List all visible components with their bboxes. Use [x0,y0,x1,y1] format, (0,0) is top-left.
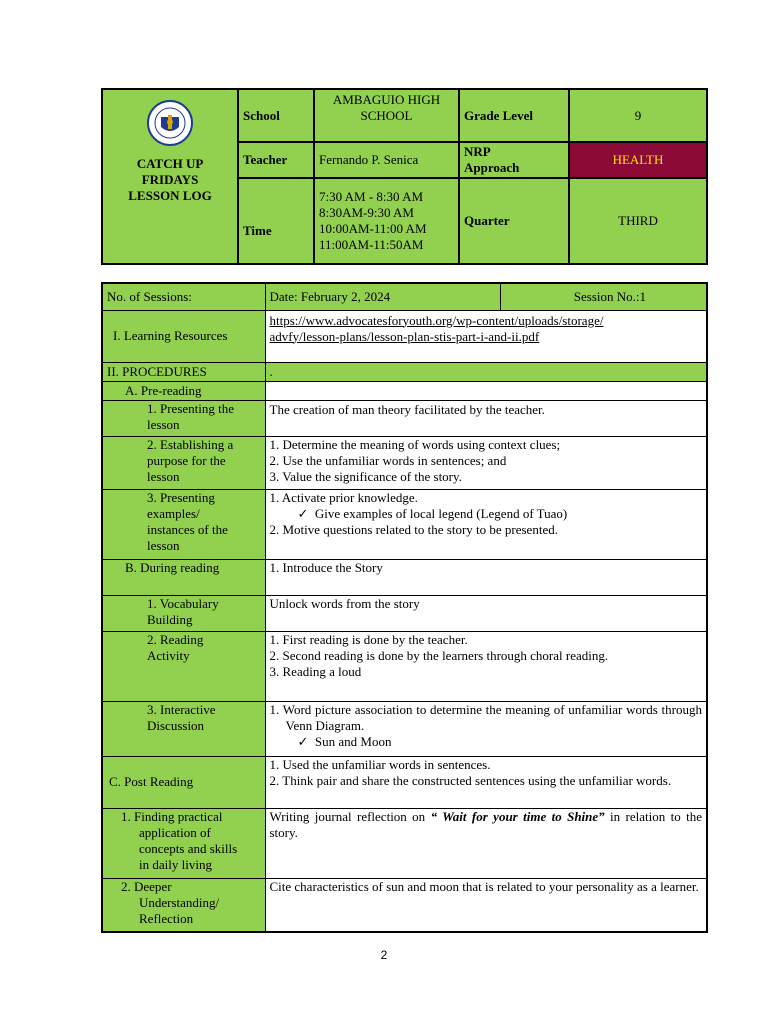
school-value: AMBAGUIO HIGH SCHOOL [314,89,459,142]
procedures-table [101,282,708,933]
post-reading-value: 1. Used the unfamiliar words in sentences. 2. Think pair and share the constructed sentences using the unfamiliar words. [265,756,707,808]
checkmark-icon: ✓ [297,505,309,521]
pre-reading-value [265,381,707,400]
interactive-discussion-label: 3. Interactive Discussion [102,701,265,756]
deped-seal-icon [147,100,193,146]
date-label: Date: February 2, 2024 [265,283,500,310]
teacher-label: Teacher [238,142,314,178]
checkmark-icon: ✓ [297,733,309,749]
logo-cell [102,89,238,264]
session-number: Session No.:1 [500,283,707,310]
establishing-purpose-value: 1. Determine the meaning of words using context clues; 2. Use the unfamiliar words in sentences; and 3. Value the significance of the story. [265,436,707,489]
establishing-purpose-label: 2. Establishing a purpose for the lesson [102,436,265,489]
practical-application-value: Writing journal reflection on “ Wait for your time to Shine” in relation to the story. [265,808,707,878]
time-label: Time [238,178,314,264]
deeper-understanding-label: 2. Deeper Understanding/ Reflection [102,878,265,932]
teacher-value: Fernando P. Senica [314,142,459,178]
lesson-log-title: CATCH UP FRIDAYS LESSON LOG [128,156,212,203]
procedures-value: . [265,362,707,381]
school-label: School [238,89,314,142]
procedures-label: II. PROCEDURES [102,362,265,381]
nrp-approach-label: NRP Approach [459,142,569,178]
presenting-examples-value: 1. Activate prior knowledge. ✓ Give examples of local legend (Legend of Tuao) 2. Motive questions related to the story to be presented. [265,489,707,559]
sessions-label: No. of Sessions: [102,283,265,310]
practical-application-label: 1. Finding practical application of concepts and skills in daily living [102,808,265,878]
vocabulary-building-value: Unlock words from the story [265,595,707,631]
reading-activity-value: 1. First reading is done by the teacher. 2. Second reading is done by the learners through choral reading. 3. Reading a loud [265,631,707,701]
page-number: 2 [380,948,388,962]
post-reading-label: C. Post Reading [102,756,265,808]
learning-resources-label: I. Learning Resources [102,310,265,362]
presenting-lesson-label: 1. Presenting the lesson [102,400,265,436]
during-reading-value: 1. Introduce the Story [265,559,707,595]
during-reading-label: B. During reading [102,559,265,595]
time-values: 7:30 AM - 8:30 AM 8:30AM-9:30 AM 10:00AM-11:00 AM 11:00AM-11:50AM [314,178,459,264]
interactive-discussion-value: 1. Word picture association to determine the meaning of unfamiliar words through Venn Diagram. ✓ Sun and Moon [265,701,707,756]
interactive-discussion-line: 1. Word picture association to determine the meaning of unfamiliar words through Venn Diagram. [269,701,702,733]
presenting-examples-label: 3. Presenting examples/ instances of the lesson [102,489,265,559]
grade-level-label: Grade Level [459,89,569,142]
pre-reading-label: A. Pre-reading [102,381,265,400]
reading-activity-label: 2. Reading Activity [102,631,265,701]
header-table [101,88,708,265]
vocabulary-building-label: 1. Vocabulary Building [102,595,265,631]
grade-level-value: 9 [569,89,707,142]
quarter-value: THIRD [569,178,707,264]
presenting-lesson-value: The creation of man theory facilitated by the teacher. [265,400,707,436]
quarter-label: Quarter [459,178,569,264]
nrp-approach-value: HEALTH [569,142,707,178]
learning-resources-link[interactable]: https://www.advocatesforyouth.org/wp-content/uploads/storage/ advfy/lesson-plans/lesson-plan-stis-part-i-and-ii.pdf [265,310,707,362]
deeper-understanding-value: Cite characteristics of sun and moon that is related to your personality as a learner. [265,878,707,932]
